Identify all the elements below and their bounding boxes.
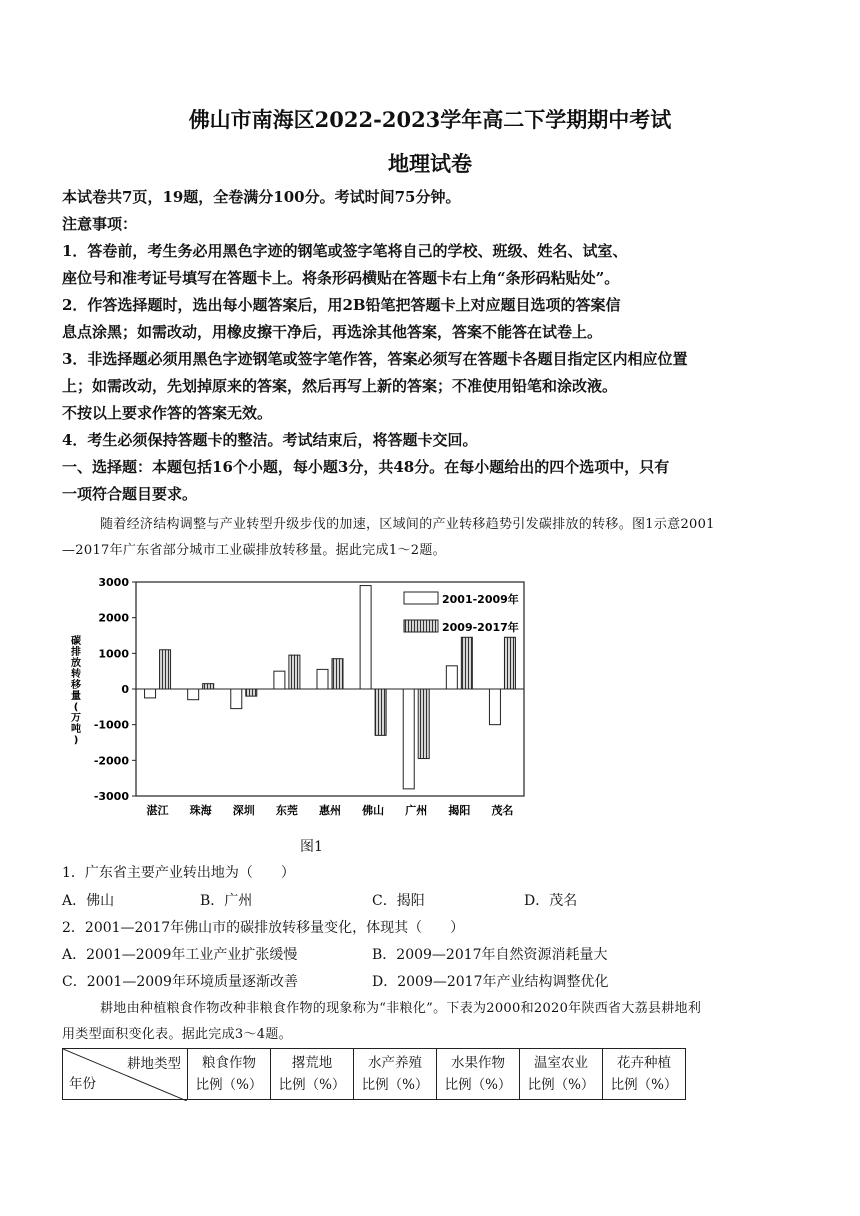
note-line: 上；如需改动，先划掉原来的答案，然后再写上新的答案；不准使用铅笔和涂改液。 <box>62 377 618 395</box>
exam-subtitle: 地理试卷 <box>388 151 472 176</box>
table-header-row <box>63 1049 686 1100</box>
note-line: 2．作答选择题时，选出每小题答案后，用2B铅笔把答题卡上对应题目选项的答案信 <box>62 296 621 314</box>
x-tick-label: 惠州 <box>319 804 341 817</box>
bar-period1 <box>403 689 414 789</box>
note-line: 3．非选择题必须用黑色字迹钢笔或签字笔作答，答案必须写在答题卡各题目指定区内相应位置 <box>62 350 688 368</box>
bar-period1 <box>317 669 328 689</box>
figure-caption: 图1 <box>300 839 323 855</box>
bar-period2 <box>332 659 343 689</box>
bar-period1 <box>188 689 199 700</box>
x-tick-label: 深圳 <box>232 804 255 817</box>
land-use-table <box>62 1048 686 1100</box>
passage-2-line: 耕地由种植粮食作物改种非粮食作物的现象称为“非粮化”。下表为2000和2020年陕西省大荔县耕地利 <box>100 1001 702 1016</box>
note-line: 不按以上要求作答的答案无效。 <box>62 404 273 422</box>
q1-option-a[interactable]: A．佛山 <box>62 893 115 909</box>
bar-period2 <box>461 637 472 689</box>
bar-period2 <box>504 637 515 689</box>
bar-period1 <box>446 666 457 689</box>
bar-period1 <box>274 671 285 689</box>
q1-option-d[interactable]: D．茂名 <box>524 893 578 909</box>
question-1-stem: 1．广东省主要产业转出地为（ ） <box>62 865 295 881</box>
y-tick-label: -1000 <box>93 718 129 732</box>
table-corner-cell <box>63 1049 188 1100</box>
legend-label: 2001-2009年 <box>442 593 519 606</box>
table-header-cell: 撂荒地 比例（%） <box>271 1049 354 1100</box>
bar-period1 <box>360 586 371 689</box>
corner-bottom-label: 年份 <box>69 1076 96 1092</box>
bar-period2 <box>375 689 386 735</box>
table-header-cell: 花卉种植 比例（%） <box>603 1049 686 1100</box>
table-header-cell: 温室农业 比例（%） <box>520 1049 603 1100</box>
passage-1-line: —2017年广东省部分城市工业碳排放转移量。据此完成1～2题。 <box>62 543 446 558</box>
y-tick-label: -2000 <box>93 754 129 768</box>
bar-period2 <box>289 655 300 689</box>
q2-option-b[interactable]: B．2009—2017年自然资源消耗量大 <box>372 947 608 963</box>
carbon-transfer-chart <box>62 570 542 825</box>
x-tick-label: 揭阳 <box>448 804 471 817</box>
q1-option-b[interactable]: B．广州 <box>200 893 253 909</box>
x-tick-label: 广州 <box>405 804 428 817</box>
passage-1-line: 随着经济结构调整与产业转型升级步伐的加速，区域间的产业转移趋势引发碳排放的转移。图1示意2001 <box>100 517 715 532</box>
note-line: 座位号和准考证号填写在答题卡上。将条形码横贴在答题卡右上角“条形码粘贴处”。 <box>62 269 620 287</box>
x-tick-label: 茂名 <box>491 804 514 817</box>
x-tick-label: 佛山 <box>362 804 385 817</box>
passage-2-line: 用类型面积变化表。据此完成3～4题。 <box>62 1027 292 1042</box>
note-line: 息点涂黑；如需改动，用橡皮擦干净后，再选涂其他答案，答案不能答在试卷上。 <box>62 323 603 341</box>
q2-option-a[interactable]: A．2001—2009年工业产业扩张缓慢 <box>62 947 298 963</box>
y-axis-label: 碳排放转移量(万吨) <box>71 636 81 746</box>
legend-swatch <box>404 592 438 604</box>
x-tick-label: 东莞 <box>275 804 298 817</box>
bar-period2 <box>203 684 214 689</box>
bar-period2 <box>246 689 257 696</box>
table-header-cell: 粮食作物 比例（%） <box>188 1049 271 1100</box>
note-line: 1．答卷前，考生务必用黑色字迹的钢笔或签字笔将自己的学校、班级、姓名、试室、 <box>62 242 628 260</box>
x-tick-label: 珠海 <box>189 804 212 817</box>
exam-intro: 本试卷共7页，19题，全卷满分100分。考试时间75分钟。 <box>62 188 461 206</box>
table-header-cell: 水产养殖 比例（%） <box>354 1049 437 1100</box>
legend-swatch <box>404 620 438 632</box>
section-heading: 一项符合题目要求。 <box>62 485 198 503</box>
q1-option-c[interactable]: C．揭阳 <box>372 893 425 909</box>
y-tick-label: 0 <box>121 683 129 696</box>
question-2-stem: 2．2001—2017年佛山市的碳排放转移量变化，体现其（ ） <box>62 920 465 936</box>
bar-period1 <box>145 689 156 698</box>
corner-top-label: 耕地类型 <box>127 1056 181 1072</box>
x-tick-label: 湛江 <box>146 804 169 817</box>
bar-period1 <box>489 689 500 725</box>
section-heading: 一、选择题：本题包括16个小题，每小题3分，共48分。在每小题给出的四个选项中，只有 <box>62 458 670 476</box>
exam-title: 佛山市南海区2022-2023学年高二下学期期中考试 <box>188 107 672 132</box>
y-tick-label: 2000 <box>98 611 129 625</box>
notes-heading: 注意事项： <box>62 215 138 233</box>
note-line: 4．考生必须保持答题卡的整洁。考试结束后，将答题卡交回。 <box>62 431 478 449</box>
q2-option-d[interactable]: D．2009—2017年产业结构调整优化 <box>372 974 609 990</box>
legend-label: 2009-2017年 <box>442 621 519 634</box>
y-axis-label-group <box>70 634 82 746</box>
y-tick-label: 3000 <box>98 576 129 589</box>
bar-period2 <box>160 650 171 689</box>
bar-period1 <box>231 689 242 709</box>
q2-option-c[interactable]: C．2001—2009年环境质量逐渐改善 <box>62 974 298 990</box>
table-header-cell: 水果作物 比例（%） <box>437 1049 520 1100</box>
y-tick-label: -3000 <box>93 790 129 803</box>
y-tick-label: 1000 <box>98 647 129 661</box>
bar-period2 <box>418 689 429 759</box>
